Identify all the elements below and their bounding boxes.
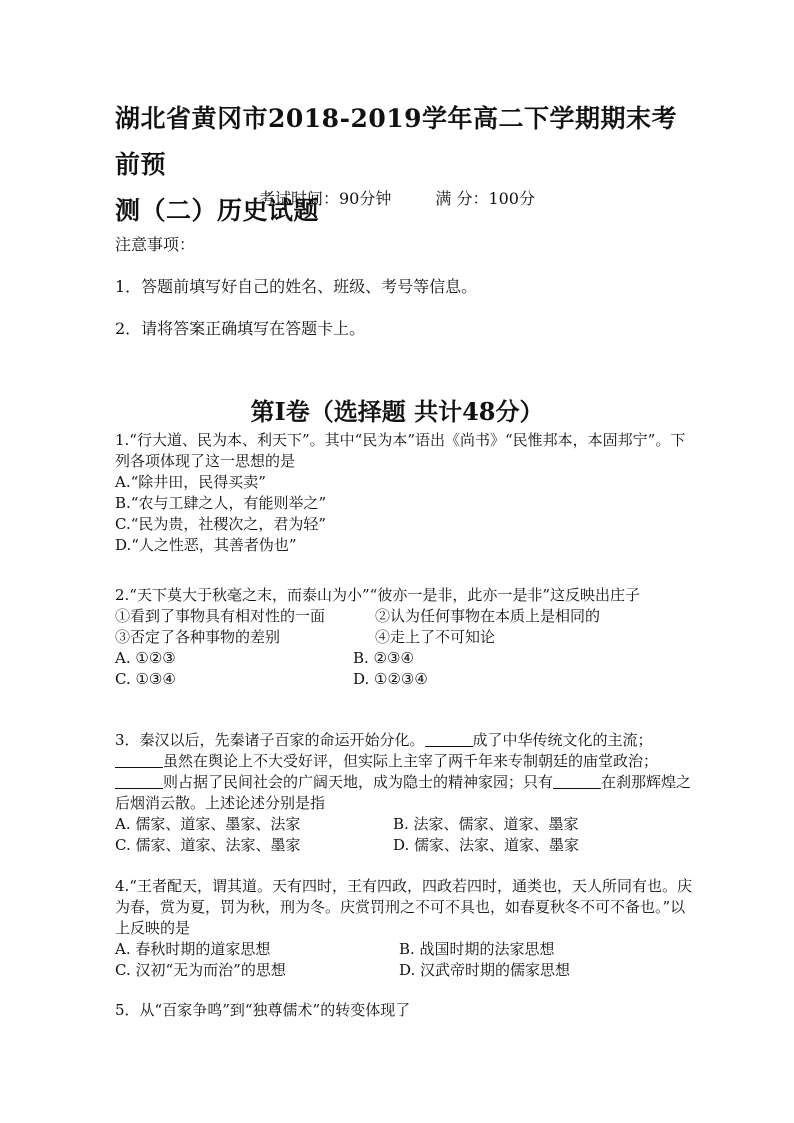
option-a: A. 儒家、道家、墨家、法家 <box>115 815 301 833</box>
option-b: B.“农与工肆之人，有能则举之” <box>115 494 327 512</box>
option-list <box>115 814 695 856</box>
answer-blank <box>115 774 163 789</box>
statement-list <box>115 606 695 648</box>
question-stem: 1.“行大道、民为本、利天下”。其中“民为本”语出《尚书》“民惟邦本，本固邦宁”。下列各项体现了这一思想的是 <box>115 431 686 470</box>
option-c: C. 儒家、道家、法家、墨家 <box>115 836 301 854</box>
question-3 <box>115 730 695 856</box>
question-stem: 4.“王者配天，谓其道。天有四时，王有四政，四政若四时，通类也，天人所同有也。庆为春，赏为夏，罚为秋，刑为冬。庆赏罚刑之不可不具也，如春夏秋冬不可不备也。”以上反映的是 <box>115 877 692 937</box>
question-4 <box>115 876 695 981</box>
answer-blank <box>425 732 473 747</box>
question-stem: 3．秦汉以后，先秦诸子百家的命运开始分化。 成了中华传统文化的主流；虽然在舆论上不大受好评，但实际上主宰了两千年来专制朝廷的庙堂政治；则占据了民间社会的广阔天地，成为隐士的精神家园；只有 在刹那辉煌之后烟消云散。上述论述分别是指 <box>115 731 692 812</box>
question-stem: 2.“天下莫大于秋毫之末，而泰山为小”“彼亦一是非，此亦一是非”这反映出庄子 <box>115 586 640 604</box>
note-item: 1．答题前填写好自己的姓名、班级、考号等信息。 <box>115 277 478 296</box>
question-2 <box>115 585 695 690</box>
option-c: C. ①③④ <box>115 670 176 688</box>
question-stem: 5．从“百家争鸣”到“独尊儒术”的转变体现了 <box>115 1001 411 1019</box>
notes-heading: 注意事项： <box>115 235 196 254</box>
option-a: A.“除井田，民得买卖” <box>115 473 266 491</box>
exam-time: 考试时间：90分钟 <box>258 189 392 208</box>
title-line-2: 测（二）历史试题 <box>115 196 320 225</box>
paper-title <box>115 96 695 234</box>
option-b: B. 战国时期的法家思想 <box>399 940 555 958</box>
option-list <box>115 648 695 690</box>
answer-blank <box>553 774 601 789</box>
statement: ③否定了各种事物的差别 <box>115 628 281 646</box>
question-5 <box>115 1000 695 1021</box>
statement: ④走上了不可知论 <box>375 628 496 646</box>
question-1 <box>115 430 695 556</box>
option-a: A. ①②③ <box>115 649 176 667</box>
option-d: D. 儒家、法家、道家、墨家 <box>393 836 580 854</box>
option-b: B. ②③④ <box>353 649 414 667</box>
answer-blank <box>115 753 163 768</box>
exam-info <box>0 186 794 209</box>
note-item: 2．请将答案正确填写在答题卡上。 <box>115 319 366 338</box>
full-score: 满 分：100分 <box>435 189 535 208</box>
title-line-1: 湖北省黄冈市2018-2019学年高二下学期期末考前预 <box>115 104 678 179</box>
option-c: C. 汉初“无为而治”的思想 <box>115 961 286 979</box>
option-a: A. 春秋时期的道家思想 <box>115 940 271 958</box>
section-title: 第I卷（选择题 共计48分） <box>250 397 544 426</box>
statement: ①看到了事物具有相对性的一面 <box>115 607 326 625</box>
option-c: C.“民为贵，社稷次之，君为轻” <box>115 515 327 533</box>
option-b: B. 法家、儒家、道家、墨家 <box>393 815 579 833</box>
option-list <box>115 939 695 981</box>
option-d: D.“人之性恶，其善者伪也” <box>115 536 297 554</box>
option-d: D. 汉武帝时期的儒家思想 <box>399 961 571 979</box>
option-d: D. ①②③④ <box>353 670 428 688</box>
statement: ②认为任何事物在本质上是相同的 <box>375 607 601 625</box>
